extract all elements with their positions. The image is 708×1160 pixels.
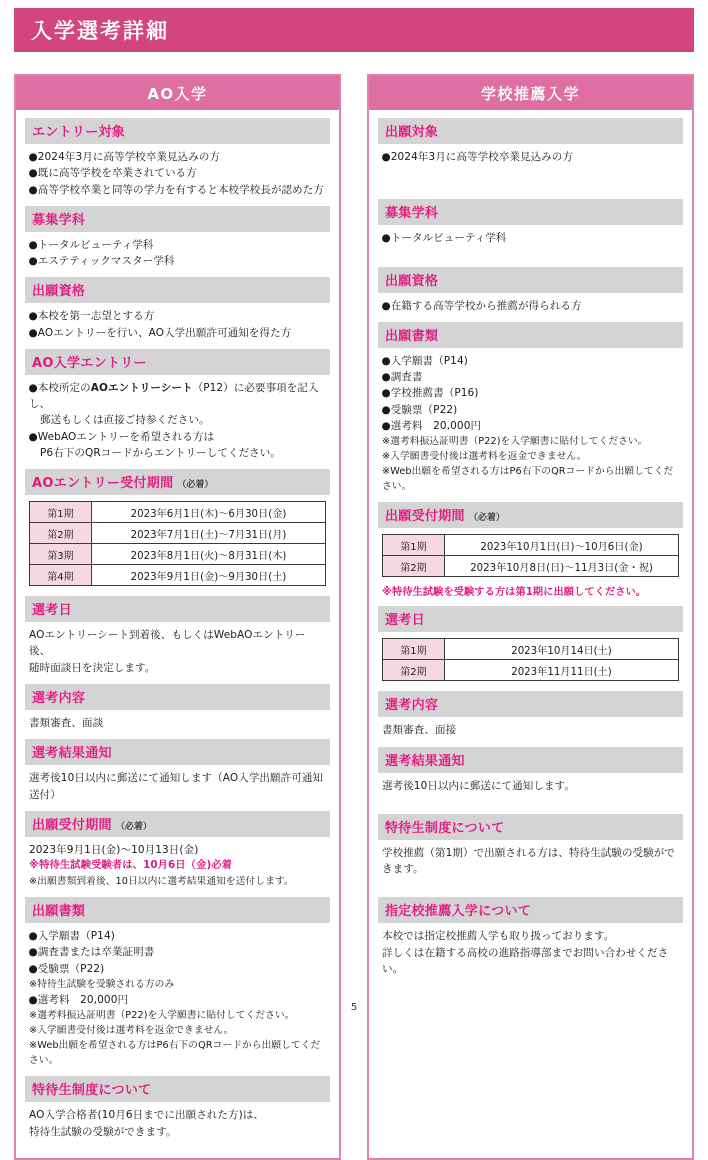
section xyxy=(378,502,683,604)
section-title: 募集学科 xyxy=(385,206,439,222)
table-row xyxy=(30,502,326,523)
text-line: 書類審査、面接 xyxy=(382,724,457,737)
section-title: 特待生制度について xyxy=(385,820,505,836)
text-line: ※選考料振込証明書（P22)を入学願書に貼付してください。 xyxy=(382,436,648,448)
section xyxy=(25,596,330,682)
text-line: 書類審査、面談 xyxy=(29,716,104,729)
section-header xyxy=(378,606,683,632)
table-row xyxy=(30,523,326,544)
text-line: ●入学願書（P14) xyxy=(28,930,115,943)
text-line: ●トータルビューティ学科 xyxy=(28,238,154,251)
spacer xyxy=(378,883,683,895)
card-header xyxy=(16,76,339,110)
section-title: 選考結果通知 xyxy=(385,753,465,769)
text-line: ●2024年3月に高等学校卒業見込みの方 xyxy=(381,151,574,163)
card-body xyxy=(16,110,339,1158)
section-title: 出願対象 xyxy=(385,125,439,140)
section-header xyxy=(25,811,330,837)
section-body xyxy=(378,147,683,171)
section-title: 選考内容 xyxy=(385,698,439,714)
table-cell-range: 2023年8月1日(火)〜8月31日(木) xyxy=(92,544,326,565)
text-line: ●2024年3月に高等学校卒業見込みの方 xyxy=(28,151,221,163)
section xyxy=(378,747,683,812)
section-title: AO入学エントリー xyxy=(32,355,147,371)
section-header xyxy=(378,691,683,717)
text-line: ●調査書または卒業証明書 xyxy=(28,946,155,959)
table-cell-range: 2023年11月11日(土) xyxy=(445,660,679,681)
section xyxy=(378,118,683,197)
table-cell-range: 2023年9月1日(金)〜9月30日(土) xyxy=(92,565,326,586)
text-line: 特待生試験の受験ができます。 xyxy=(29,1125,177,1138)
text-line: 選考後10日以内に郵送にて通知します（AO入学出願許可通知送付） xyxy=(29,772,324,801)
section-body xyxy=(378,720,683,744)
table-cell-range: 2023年10月8日(日)〜11月3日(金・祝) xyxy=(445,556,679,577)
section xyxy=(378,606,683,689)
section-body xyxy=(25,498,330,594)
section xyxy=(378,199,683,264)
text-line: ●調査書 xyxy=(381,371,423,384)
table-cell-term: 第3期 xyxy=(30,544,92,565)
admission-card xyxy=(367,74,694,1160)
table-cell-term: 第1期 xyxy=(383,639,445,660)
text-line: ※Web出願を希望される方はP6右下のQRコードから出願してください。 xyxy=(29,1040,321,1067)
text-line: AOエントリーシート到着後、もしくはWebAOエントリー後、 xyxy=(29,629,306,658)
card-header-title: 学校推薦入学 xyxy=(480,84,580,103)
table-cell-term: 第1期 xyxy=(383,535,445,556)
table-row xyxy=(383,535,679,556)
section-body xyxy=(25,926,330,1074)
table-cell-term: 第4期 xyxy=(30,565,92,586)
section-title: 選考結果通知 xyxy=(32,746,112,762)
section-note: （必着） xyxy=(177,480,214,491)
section-header xyxy=(25,596,330,622)
text-line: 郵送もしくは直接ご持参ください。 xyxy=(40,414,210,427)
section-title: エントリー対象 xyxy=(32,125,126,140)
section-header xyxy=(378,747,683,773)
text-line: ※Web出願を希望される方はP6右下のQRコードから出願してください。 xyxy=(382,466,674,493)
admission-card xyxy=(14,74,341,1160)
text-line: ●受験票（P22) xyxy=(28,962,105,975)
text-line: ●既に高等学校を卒業されている方 xyxy=(28,167,197,180)
section-title: 選考内容 xyxy=(32,690,86,706)
text-line: ※入学願書受付後は選考料を返金できません。 xyxy=(382,451,587,463)
text-line: ●高等学校卒業と同等の学力を有すると本校学校長が認めた方 xyxy=(28,183,324,196)
text-line: ●エステティックマスター学科 xyxy=(28,255,175,268)
section-body xyxy=(25,713,330,737)
text-line: ●入学願書（P14) xyxy=(381,354,468,367)
period-table xyxy=(29,501,326,586)
section-header xyxy=(378,322,683,348)
table-cell-term: 第1期 xyxy=(30,502,92,523)
section-body xyxy=(25,147,330,204)
section-header xyxy=(25,897,330,923)
table-row xyxy=(383,660,679,681)
section-body xyxy=(378,531,683,604)
table-row xyxy=(383,556,679,577)
table-cell-term: 第2期 xyxy=(30,523,92,544)
text-line: AO入学合格者(10月6日までに出願された方)は、 xyxy=(29,1109,264,1122)
text-line: 詳しくは在籍する高校の進路指導部までお問い合わせください。 xyxy=(382,946,669,975)
text-line: 選考後10日以内に郵送にて通知します。 xyxy=(382,779,575,792)
page-number: 5 xyxy=(350,1002,358,1013)
section-header xyxy=(25,349,330,375)
card-body xyxy=(369,110,692,995)
section-post-note: ※特待生試験を受験する方は第1期に出願してください。 xyxy=(382,587,647,599)
section-body xyxy=(378,351,683,500)
text-line: 随時面談日を決定します。 xyxy=(29,661,156,674)
section-body xyxy=(378,296,683,320)
text-line: ※入学願書受付後は選考料を返金できません。 xyxy=(29,1025,234,1037)
section-header xyxy=(25,118,330,144)
section xyxy=(25,118,330,204)
section xyxy=(378,691,683,744)
section-body xyxy=(25,306,330,347)
section xyxy=(25,739,330,809)
section xyxy=(25,206,330,276)
section-body xyxy=(25,378,330,467)
table-cell-term: 第2期 xyxy=(383,556,445,577)
section-title: 出願書類 xyxy=(385,328,439,344)
text-line: ●トータルビューティ学科 xyxy=(381,232,507,245)
section xyxy=(378,267,683,320)
section-title: 選考日 xyxy=(385,613,425,629)
section xyxy=(25,1076,330,1146)
section-title: 出願資格 xyxy=(32,284,86,300)
text-line: P6右下のQRコードからエントリーしてください。 xyxy=(40,446,281,459)
section-title: AOエントリー受付期間 xyxy=(32,476,174,492)
page-banner xyxy=(14,8,694,52)
text-line: ●WebAOエントリーを希望される方は xyxy=(28,430,215,443)
section-header xyxy=(25,277,330,303)
section-header xyxy=(378,199,683,225)
section-header xyxy=(25,739,330,765)
section xyxy=(25,277,330,347)
period-table xyxy=(382,638,679,681)
text-line: ※特待生試験受験者は、10月6日（金)必着 xyxy=(29,859,233,872)
period-table xyxy=(382,534,679,577)
text-line: ●AOエントリーを行い、AO入学出願許可通知を得た方 xyxy=(28,326,292,339)
section xyxy=(25,897,330,1074)
section-title: 選考日 xyxy=(32,603,72,619)
text-line: ●学校推薦書（P16) xyxy=(381,387,479,400)
section-body xyxy=(378,776,683,800)
section-title: 出願資格 xyxy=(385,273,439,289)
text-line: ●選考料 20,000円 xyxy=(381,419,482,432)
section-header xyxy=(378,267,683,293)
text-line: ※出願書類到着後、10日以内に選考結果通知を送付します。 xyxy=(29,876,294,887)
section-body xyxy=(378,843,683,884)
section-body xyxy=(378,926,683,983)
section-header xyxy=(378,118,683,144)
table-cell-range: 2023年10月14日(土) xyxy=(445,639,679,660)
section-note: （必着） xyxy=(115,821,152,832)
text-line: ●受験票（P22) xyxy=(381,403,458,416)
section-title: 募集学科 xyxy=(32,212,86,228)
page-title: 入学選考詳細 xyxy=(31,19,169,43)
section xyxy=(25,684,330,737)
spacer xyxy=(378,171,683,197)
table-cell-range: 2023年7月1日(土)〜7月31日(月) xyxy=(92,523,326,544)
text-line: ※選考料振込証明書（P22)を入学願書に貼付してください。 xyxy=(29,1010,295,1022)
section-body xyxy=(25,235,330,276)
text-line: ●本校を第一志望とする方 xyxy=(28,310,155,323)
table-row xyxy=(30,565,326,586)
section-body xyxy=(378,228,683,252)
section-header xyxy=(378,502,683,528)
section-header xyxy=(25,469,330,495)
section-title: 指定校推薦入学について xyxy=(385,904,532,920)
section-title: 特待生制度について xyxy=(32,1083,152,1099)
section-body xyxy=(25,768,330,809)
table-cell-range: 2023年6月1日(木)〜6月30日(金) xyxy=(92,502,326,523)
text-line: 学校推薦（第1期）で出願される方は、特待生試験の受験ができます。 xyxy=(382,846,675,876)
section-body xyxy=(25,840,330,895)
section-title: 出願書類 xyxy=(32,904,86,920)
section-header xyxy=(25,1076,330,1102)
text-line: ●本校所定のAOエントリーシート（P12）に必要事項を記入し、 xyxy=(28,381,319,411)
section-header xyxy=(378,897,683,923)
table-row xyxy=(30,544,326,565)
table-cell-term: 第2期 xyxy=(383,660,445,681)
table-row xyxy=(383,639,679,660)
section xyxy=(25,469,330,594)
section-header xyxy=(25,206,330,232)
text-line: 本校では指定校推薦入学も取り扱っております。 xyxy=(382,930,615,943)
text-line: ※特待生試験を受験される方のみ xyxy=(29,978,175,990)
section xyxy=(378,897,683,983)
text-line: ●選考料 20,000円 xyxy=(28,993,129,1006)
card-header xyxy=(369,76,692,110)
text-line: ●在籍する高等学校から推薦が得られる方 xyxy=(381,299,582,312)
card-header-title: AO入学 xyxy=(147,84,208,103)
section-title: 出願受付期間 xyxy=(385,509,465,525)
section-body xyxy=(378,635,683,689)
table-cell-range: 2023年10月1日(日)〜10月6日(金) xyxy=(445,535,679,556)
text-line: 2023年9月1日(金)〜10月13日(金) xyxy=(29,843,199,856)
section-note: （必着） xyxy=(468,513,505,524)
section-header xyxy=(378,814,683,840)
section-title: 出願受付期間 xyxy=(32,817,112,833)
section-header xyxy=(25,684,330,710)
spacer xyxy=(378,800,683,812)
section xyxy=(25,811,330,895)
spacer xyxy=(378,253,683,265)
section-body xyxy=(25,625,330,682)
admission-columns xyxy=(0,74,708,1160)
section xyxy=(378,814,683,896)
section xyxy=(378,322,683,500)
section-body xyxy=(25,1105,330,1146)
section xyxy=(25,349,330,467)
